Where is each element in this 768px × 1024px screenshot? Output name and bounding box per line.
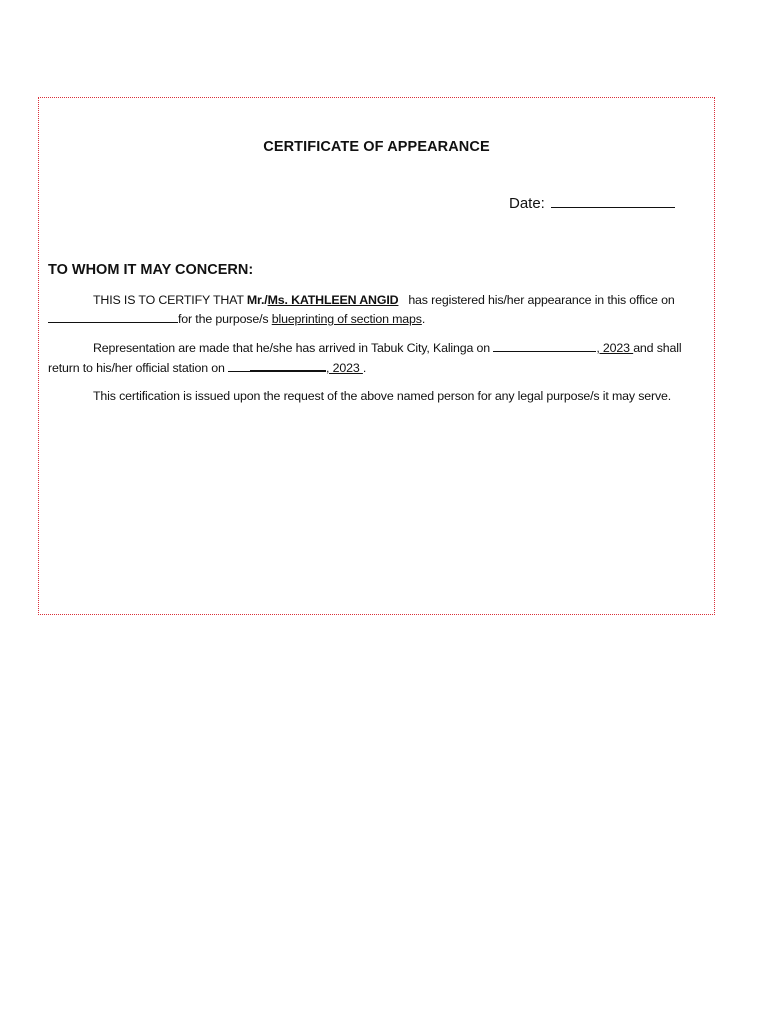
issuance-text: This certification is issued upon the request of the above named person for any legal purpose/s it may serve.	[93, 389, 672, 403]
return-end: .	[362, 361, 367, 375]
salutation: TO WHOM IT MAY CONCERN:	[48, 262, 254, 278]
representation-lead: Representation are made that he/she has arrived in Tabuk City, Kalinga on	[93, 341, 494, 355]
date-label: Date:	[509, 195, 545, 212]
person-name: Ms. KATHLEEN ANGID	[267, 293, 399, 307]
return-lead: return to his/her official station on	[48, 361, 229, 375]
certificate-frame	[38, 97, 715, 615]
representation-mid: and shall	[633, 341, 682, 355]
paragraph-certify	[48, 291, 708, 329]
arrival-year: , 2023	[596, 341, 634, 355]
date-row	[509, 193, 675, 212]
honorific: Mr./	[246, 293, 268, 307]
paragraph-issuance	[48, 387, 708, 406]
arrival-date-blank[interactable]	[493, 339, 596, 352]
return-date-prefix-blank[interactable]	[228, 359, 250, 372]
purpose-value: blueprinting of section maps	[271, 312, 422, 326]
return-date-blank[interactable]	[250, 358, 326, 372]
appearance-date-blank[interactable]	[48, 310, 178, 323]
paragraph-representation	[48, 339, 708, 378]
date-blank-line[interactable]	[551, 193, 675, 208]
certify-end: .	[421, 312, 426, 326]
certificate-title: CERTIFICATE OF APPEARANCE	[263, 139, 490, 155]
certify-mid: has registered his/her appearance in this office on	[398, 293, 675, 307]
return-year: , 2023	[326, 361, 363, 375]
purpose-label: for the purpose/s	[178, 312, 272, 326]
certify-lead: THIS IS TO CERTIFY THAT	[93, 293, 247, 307]
